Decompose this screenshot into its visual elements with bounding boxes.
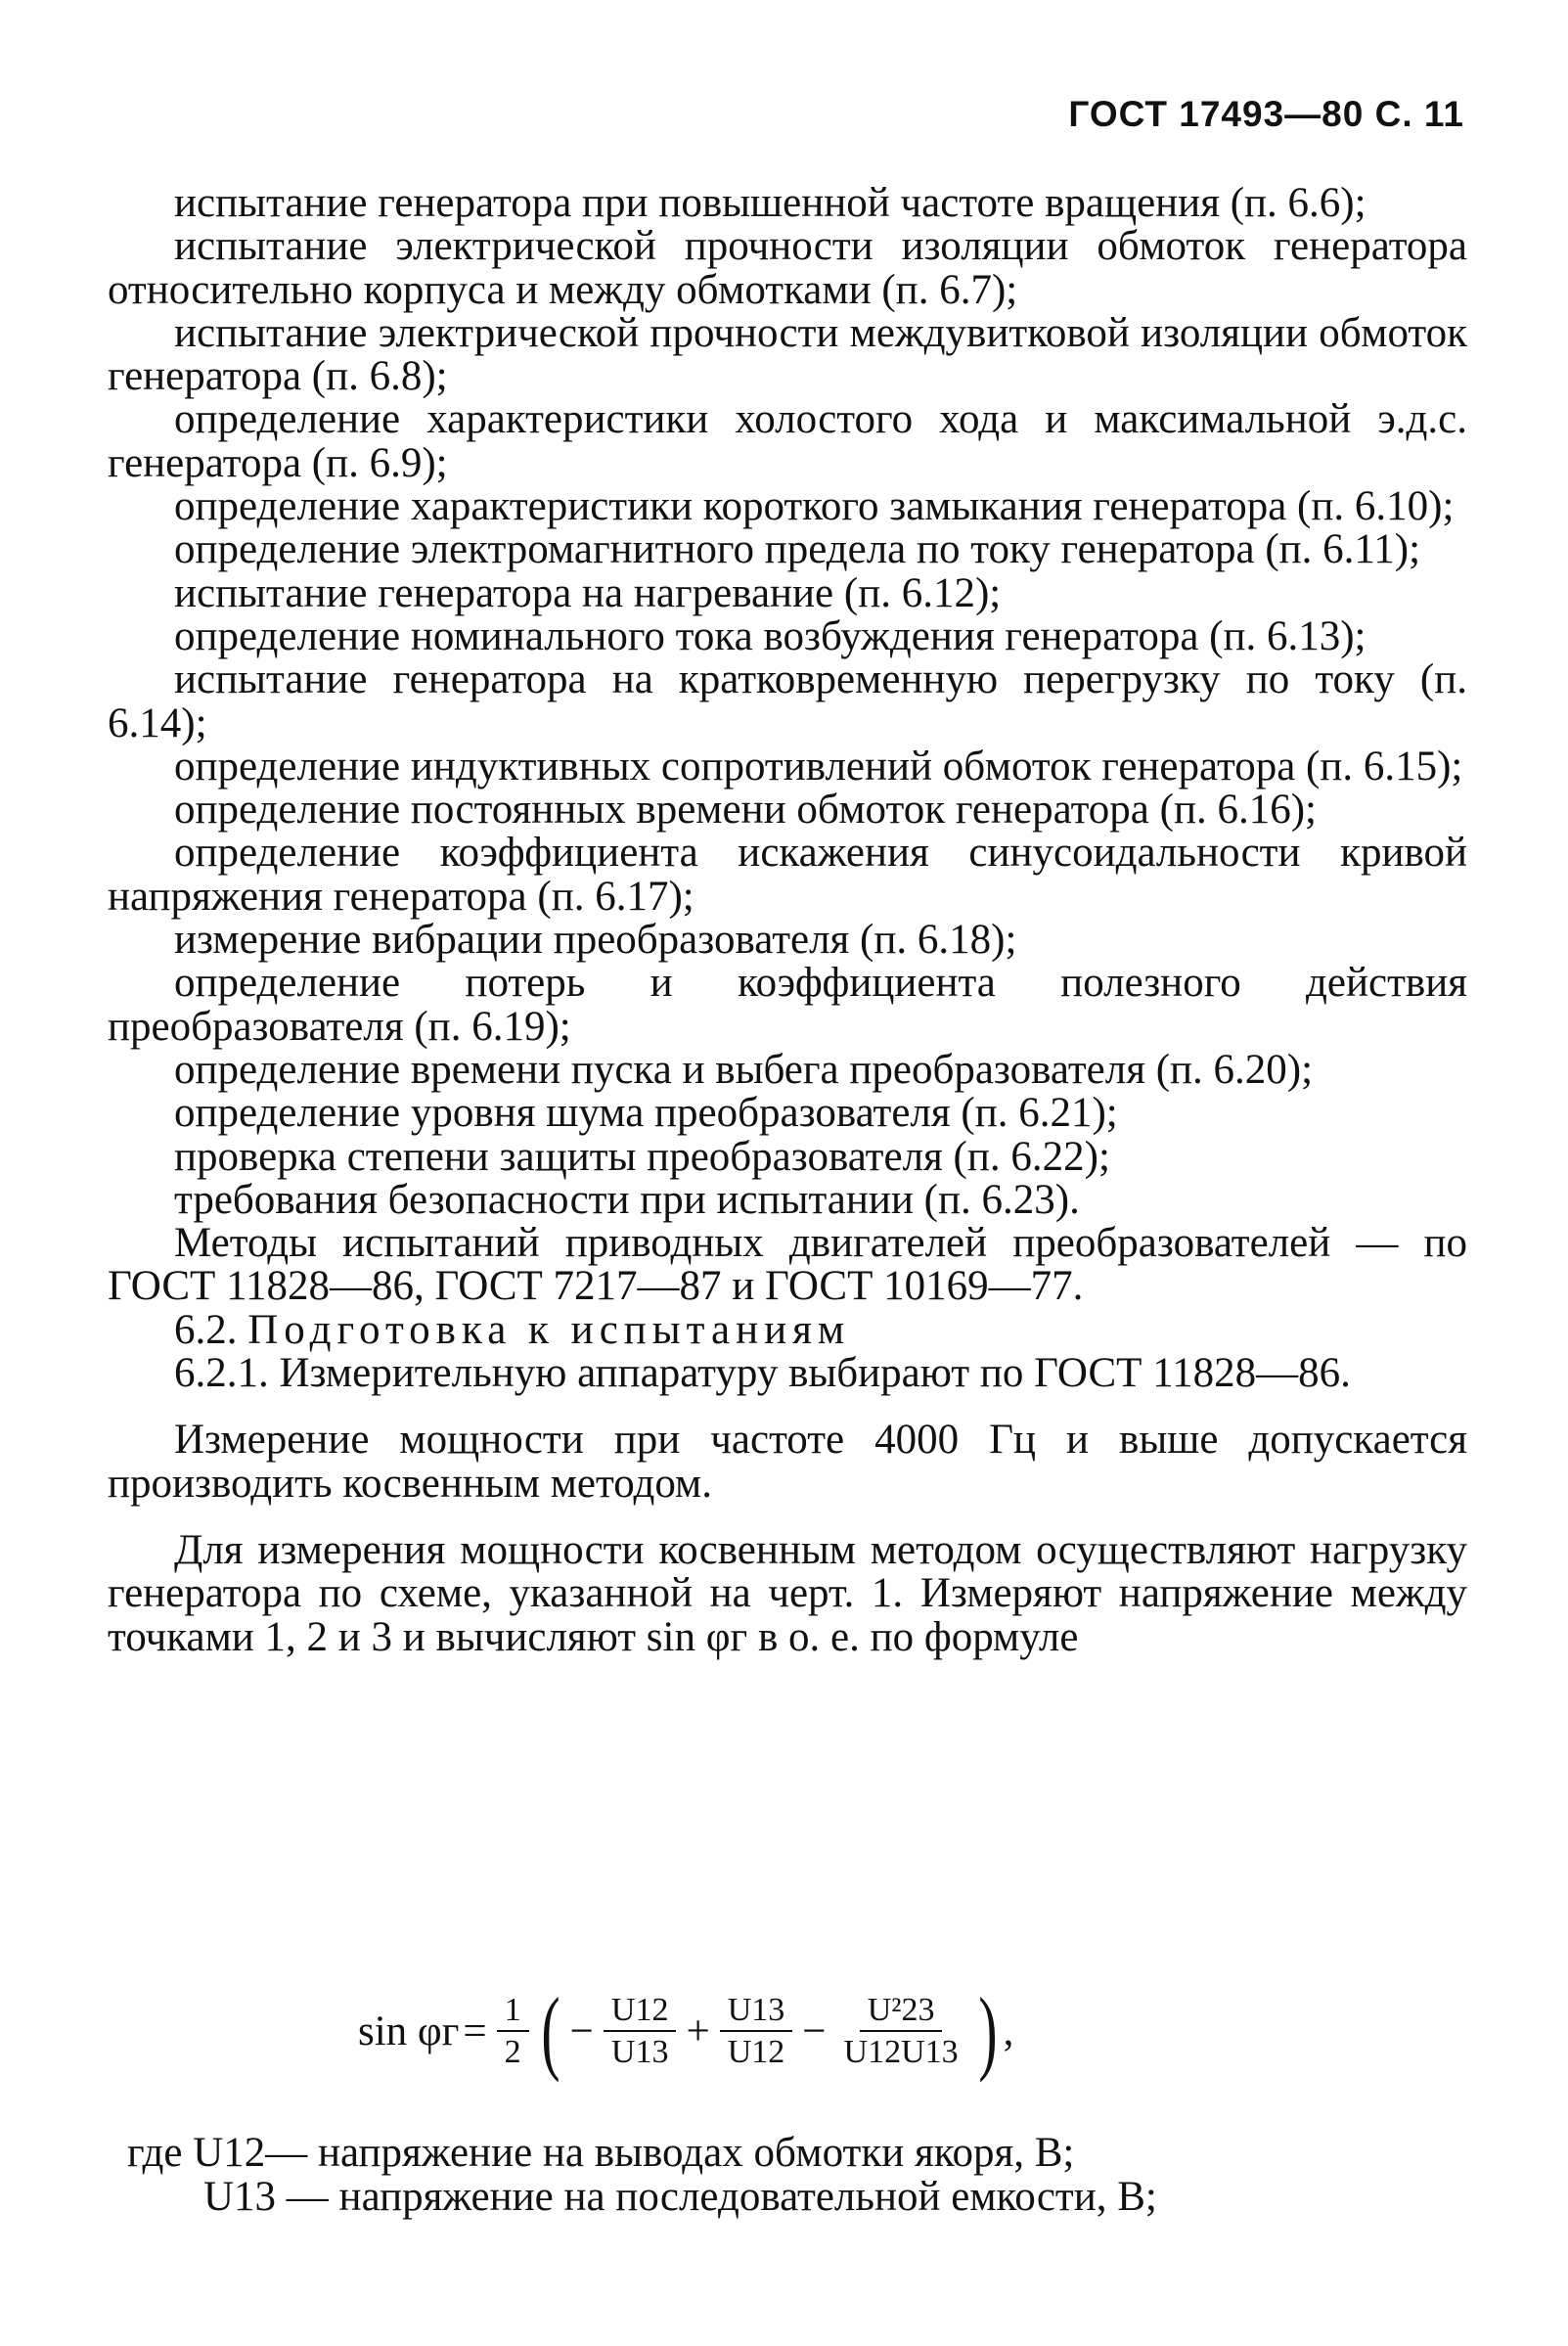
- list-item: определение постоянных времени обмоток генератора (п. 6.16);: [174, 787, 1317, 834]
- open-paren: (: [541, 1978, 560, 2083]
- formula-equals: =: [463, 2008, 487, 2054]
- list-item: проверка степени защиты преобразователя (п. 6.22);: [174, 1133, 1110, 1180]
- close-paren: ): [978, 1978, 998, 2083]
- page-header: ГОСТ 17493—80 С. 11: [1068, 94, 1464, 134]
- variable-definitions: [127, 2131, 1467, 2219]
- list-item: определение характеристики короткого замыкания генератора (п. 6.10);: [174, 483, 1455, 530]
- method-paragraph: Для измерения мощности косвенным методом осуществляют нагрузку генератора по схеме, указанной на черт. 1. Измеряют напряжение между точками 1, 2 и 3 и вычисляют sin φг в о. е. по формуле: [108, 1526, 1467, 1660]
- definition-u13: U13 — напряжение на последовательной емкости, В;: [203, 2174, 1157, 2220]
- clause-6-2-1: 6.2.1. Измерительную аппаратуру выбирают по ГОСТ 11828—86.: [174, 1350, 1351, 1397]
- section-number: 6.2.: [174, 1306, 238, 1353]
- list-item: определение потерь и коэффициента полезного действия преобразователя (п. 6.19);: [108, 960, 1467, 1050]
- power-paragraph: Измерение мощности при частоте 4000 Гц и выше допускается производить косвенным методом.: [108, 1417, 1467, 1507]
- list-item: определение индуктивных сопротивлений обмоток генератора (п. 6.15);: [174, 743, 1463, 790]
- sin-phi-formula: sin φг = $\frac{1}{2}$ ( − $\frac{U12}{U13}$ + $\frac{U13}{U12}$ − $\frac{\text{U²23}}{U12U13}$ ) ,: [358, 1978, 1014, 2083]
- list-item: испытание генератора на нагревание (п. 6.12);: [174, 569, 1002, 616]
- list-item: испытание электрической прочности междувитковой изоляции обмоток генератора (п. 6.8);: [108, 309, 1467, 400]
- fraction-term-3: $\frac{\text{U²23}}{U12U13}$: [843, 1991, 959, 2070]
- fraction-half: $\frac{1}{2}$: [497, 1992, 529, 2071]
- list-item: определение времени пуска и выбега преобразователя (п. 6.20);: [174, 1046, 1314, 1093]
- methods-paragraph: Методы испытаний приводных двигателей преобразователей — по ГОСТ 11828—86, ГОСТ 7217—87 и ГОСТ 10169—77.: [108, 1220, 1467, 1310]
- list-item: определение уровня шума преобразователя (п. 6.21);: [174, 1090, 1118, 1137]
- list-item: определение электромагнитного предела по току генератора (п. 6.11);: [174, 526, 1421, 573]
- list-item: определение коэффициента искажения синусоидальности кривой напряжения генератора (п. 6.17);: [108, 830, 1467, 920]
- fraction-term-1: $\frac{U12}{U13}$: [604, 1992, 677, 2071]
- section-heading: [108, 1306, 1467, 1353]
- list-item: определение характеристики холостого хода и максимальной э.д.с. генератора (п. 6.9);: [108, 396, 1467, 486]
- list-item: измерение вибрации преобразователя (п. 6.18);: [174, 917, 1017, 964]
- list-item: испытание генератора при повышенной частоте вращения (п. 6.6);: [174, 180, 1366, 226]
- list-item: испытание электрической прочности изоляции обмоток генератора относительно корпуса и между обмотками (п. 6.7);: [108, 223, 1467, 313]
- list-item: требования безопасности при испытании (п. 6.23).: [174, 1176, 1080, 1223]
- list-item: определение номинального тока возбуждения генератора (п. 6.13);: [174, 612, 1366, 659]
- body-text: [108, 182, 1467, 1659]
- list-item: испытание генератора на кратковременную перегрузку по току (п. 6.14);: [108, 656, 1467, 746]
- definition-u12: где U12— напряжение на выводах обмотки якоря, В;: [127, 2130, 1075, 2176]
- section-title: Подготовка к испытаниям: [247, 1306, 851, 1353]
- formula-lhs: sin φг: [358, 2008, 460, 2054]
- fraction-term-2: $\frac{U13}{U12}$: [720, 1992, 793, 2071]
